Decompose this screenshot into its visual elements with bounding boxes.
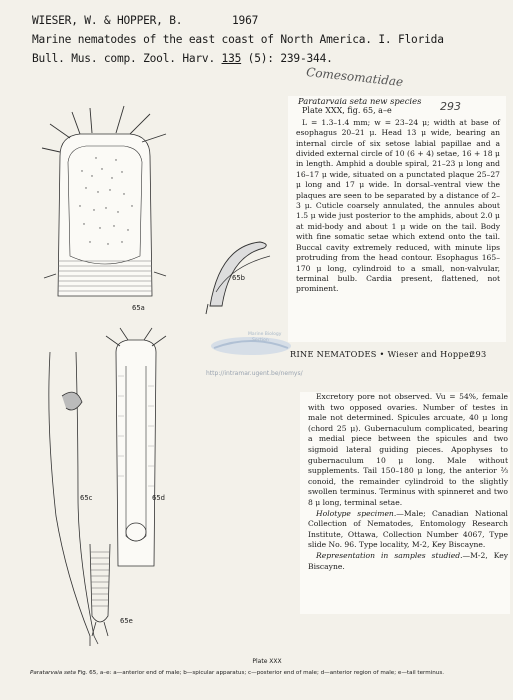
continuation-paragraph: Excretory pore not observed. Vu = 54%, female with two opposed ovaries. Number of testes in male not determined. Spicules arcuate, 40 μ long (chord 25 μ). Gubernaculum complicated, bearing a medial piece between the spicules and two sigmoid lateral guiding pieces. Apophyses to gubernaculum 10 μ long. Male without supplements. Tail 150–180 μ long, the anterior ²⁄₃ conoid, the remainder cylindroid to the slightly swollen terminus. Terminus with spinneret and two 8 μ long, terminal setae. [308, 392, 508, 507]
reference-authors-line [32, 14, 259, 27]
species-description-text: L = 1.3–1.4 mm; w = 23–24 μ; width at base of esophagus 20–21 μ. Head 13 μ wide, bearing an internal circle of six setose labial papillae and a divided external circle of 10 (6 + 4) setae, 16 + 18 μ in length. Amphid a double spiral, 21–23 μ long and 16–17 μ wide, situated on a punctated plaque 25–27 μ long and 17 μ wide. In dorsal–ventral view the plaques are seen to be separated by a distance of 2–3 μ. Cuticle coarsely annulated, the annules about 1.5 μ wide just posterior to the amphids, about 2.0 μ at mid-body and about 1 μ wide on the tail. Body with fine somatic setae which extend onto the tail. Buccal cavity extremely reduced, with minute lips protruding from the head contour. Esophagus 165–170 μ long, cylindroid to a small, non-valvular, terminal bulb. Cardia present, flattened, not prominent. [296, 117, 500, 294]
watermark-line-1: Marine Biology [248, 332, 282, 337]
watermark-line-2: Section [252, 338, 269, 343]
reference-citation [32, 52, 333, 65]
figure-65d-drawing [106, 328, 166, 566]
figure-65e-drawing [90, 544, 110, 636]
holotype-label: Holotype specimen. [316, 508, 397, 518]
caption-species: Paratarvaia seta [30, 670, 76, 676]
holotype-text: —Male; Canadian National Collection of Nematodes, Entomology Research Institute, Ottawa, Collection Number 4067, Type slide No. 96. Type locality, M-2, Key Biscayne. [308, 508, 508, 550]
figure-label-65c: 65c [80, 494, 93, 502]
handwritten-page-number: 293 [440, 100, 461, 113]
handwritten-family-annotation: Comesomatidae [305, 64, 404, 90]
continuation-clipping [300, 392, 510, 614]
plate-caption [26, 658, 508, 698]
citation-prefix: Bull. Mus. comp. Zool. Harv. [32, 52, 222, 65]
citation-suffix: (5): 239-344. [241, 52, 333, 65]
caption-body: Fig. 65, a–e: a—anterior end of male; b—spicular apparatus; c—posterior end of male; d—anterior region of male; e—tail terminus. [75, 670, 445, 676]
running-head-page: 293 [470, 349, 487, 359]
representation-paragraph [308, 551, 508, 572]
representation-text: —M-2, Key Biscayne. [308, 550, 508, 571]
species-plate-ref: Plate XXX, fig. 65, a–e [302, 106, 392, 116]
figure-label-65a: 65a [132, 304, 145, 312]
plate-caption-text [26, 669, 508, 677]
citation-volume: 135 [221, 52, 242, 65]
reference-year: 1967 [232, 14, 259, 27]
holotype-paragraph [308, 509, 508, 551]
species-heading: Paratarvaia seta new species [298, 96, 422, 106]
watermark-url: http://intramar.ugent.be/nemys/ [206, 370, 303, 377]
plate-caption-title: Plate XXX [252, 658, 282, 665]
running-head-text: RINE NEMATODES • Wieser and Hopper [290, 349, 474, 359]
representation-label: Representation in samples studied. [316, 550, 463, 560]
figure-label-65e: 65e [120, 617, 133, 625]
running-head [290, 349, 487, 359]
figure-label-65b: 65b [232, 274, 245, 282]
species-description-clipping [288, 96, 506, 342]
reference-authors: WIESER, W. & HOPPER, B. [32, 14, 183, 27]
reference-title: Marine nematodes of the east coast of North America. I. Florida [32, 33, 444, 46]
figure-65a-drawing [42, 106, 166, 296]
figure-label-65d: 65d [152, 494, 165, 502]
